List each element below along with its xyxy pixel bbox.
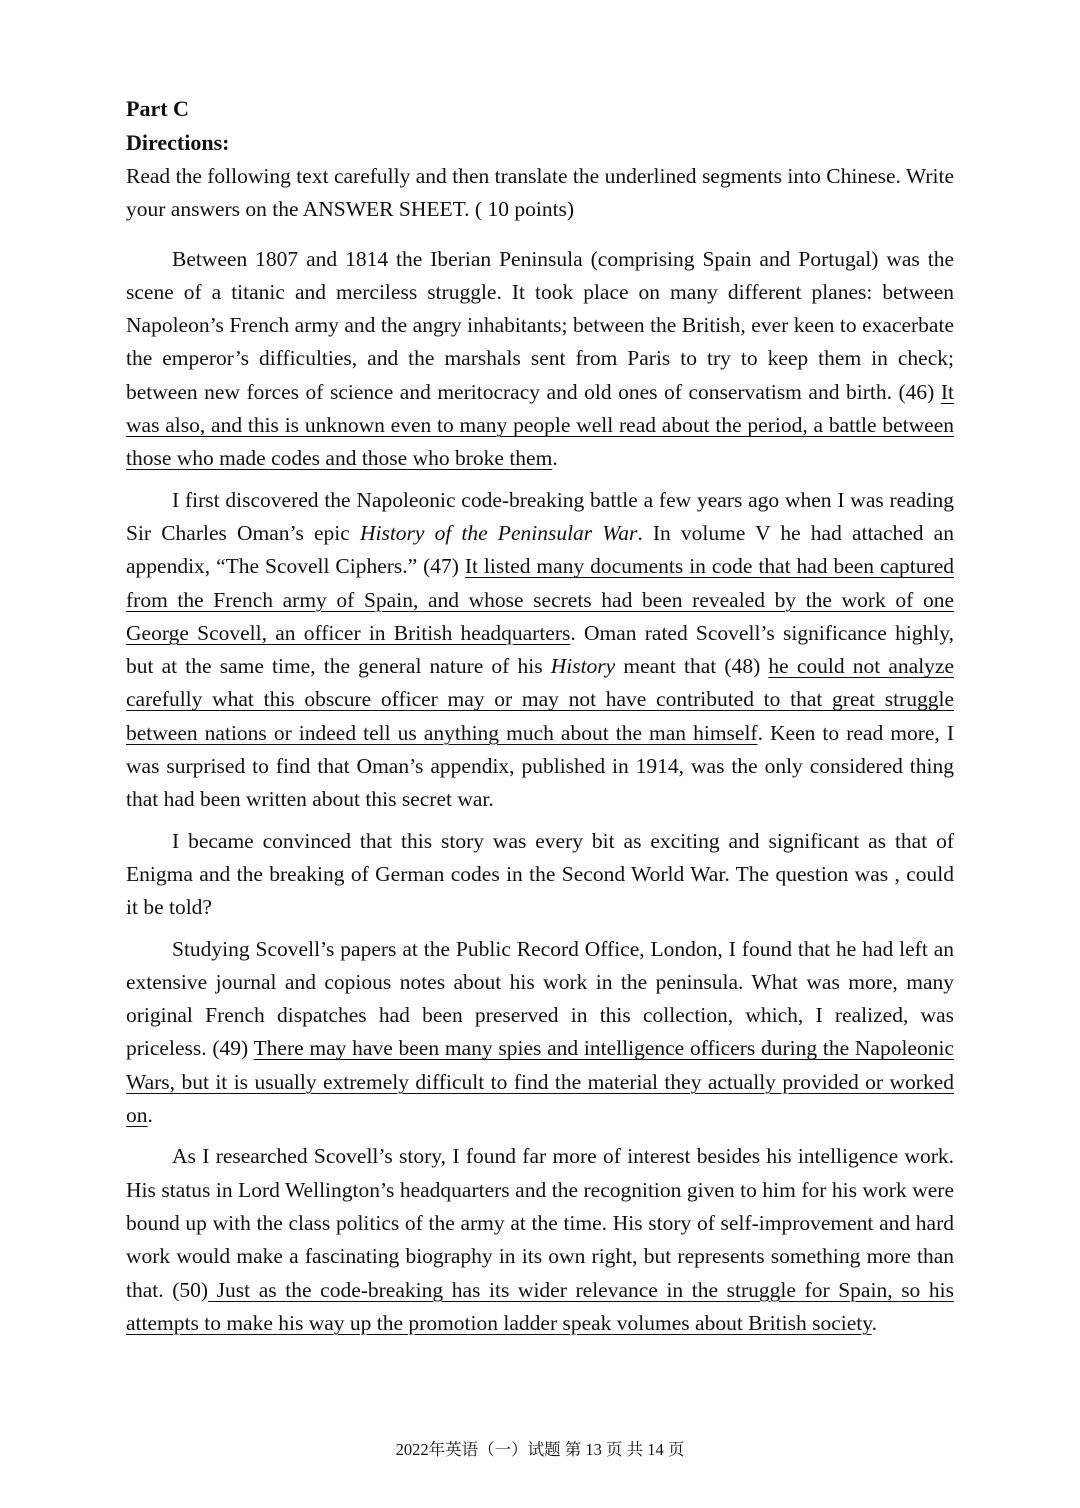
paragraph-4 — [126, 933, 954, 1133]
underlined-segment-46: It was also, and this is unknown even to many people well read about the period, a battle between those who made codes and those who broke them — [126, 379, 954, 471]
paragraph-2 — [126, 484, 954, 817]
page-footer: 2022年英语（一）试题 第 13 页 共 14 页 — [395, 1440, 685, 1459]
underlined-segment-49: There may have been many spies and intelligence officers during the Napoleonic Wars, but it is usually extremely difficult to find the material they actually provided or worked on — [126, 1036, 954, 1128]
directions-text: Read the following text carefully and then translate the underlined segments into Chinese. Write your answers on the ANSWER SHEET. ( 10 points) — [126, 164, 954, 222]
paragraph-text: I became convinced that this story was every bit as exciting and significant as that of Enigma and the breaking of German codes in the Second World War. The question was , could it be told? — [126, 828, 954, 920]
paragraph-text: I first discovered the Napoleonic code-breaking battle a few years ago when I was reading Sir Charles Oman’s epic — [126, 487, 954, 545]
paragraph-text: . Keen to read more, I was surprised to find that Oman’s appendix, published in 1914, was the only considered thing that had been written about this secret war. — [126, 720, 954, 812]
paragraph-3 — [126, 825, 954, 925]
underlined-segment-48: he could not analyze carefully what this obscure officer may or may not have contributed to that great struggle between nations or indeed tell us anything much about the man himself — [126, 654, 955, 745]
paragraph-text: Studying Scovell’s papers at the Public Record Office, London, I found that he had left an extensive journal and copious notes about his work in the peninsula. What was more, many original French dispatches had been preserved in this collection, which, I realized, was priceless. (49) — [126, 936, 954, 1061]
paragraph-text: As I researched Scovell’s story, I found far more of interest besides his intelligence work. His status in Lord Wellington’s headquarters and the recognition given to him for his work were bound up with the class politics of the army at the time. His story of self-improvement and hard work would make a fascinating biography in its own right, but represents something more than that. (50) — [126, 1144, 954, 1302]
book-title: History of the Peninsular War — [359, 520, 638, 545]
paragraph-1 — [126, 243, 954, 476]
directions-heading: Directions: — [126, 130, 230, 155]
content-area — [126, 92, 954, 1348]
paragraph-text: . In volume V he had attached an appendix, “The Scovell Ciphers.” (47) — [126, 520, 954, 579]
paragraph-text: . — [552, 446, 558, 471]
underlined-segment-47: It listed many documents in code that had been captured from the French army of Spain, and whose secrets had been revealed by the work of one George Scovell, an officer in British headquarters — [126, 554, 954, 645]
paragraph-text: . — [871, 1310, 877, 1335]
part-heading: Part C — [126, 96, 189, 121]
underlined-segment-50: Just as the code-breaking has its wider relevance in the struggle for Spain, so his attempts to make his way up the promotion ladder speak volumes about British society — [126, 1277, 955, 1335]
book-title-short: History — [550, 654, 616, 679]
paragraph-text: . Oman rated Scovell’s significance highly, but at the same time, the general nature of his — [126, 620, 954, 679]
paragraph-5 — [126, 1140, 954, 1340]
paragraph-text: meant that (48) — [615, 654, 769, 679]
paragraph-text: . — [147, 1103, 153, 1128]
paragraph-text: Between 1807 and 1814 the Iberian Peninsula (comprising Spain and Portugal) was the scene of a titanic and merciless struggle. It took place on many different planes: between Napoleon’s French army and the angry inhabitants; between the British, ever keen to exacerbate the emperor’s difficulties, and the marshals sent from Paris to try to keep them in check; between new forces of science and meritocracy and old ones of conservatism and birth. (46) — [126, 246, 954, 404]
